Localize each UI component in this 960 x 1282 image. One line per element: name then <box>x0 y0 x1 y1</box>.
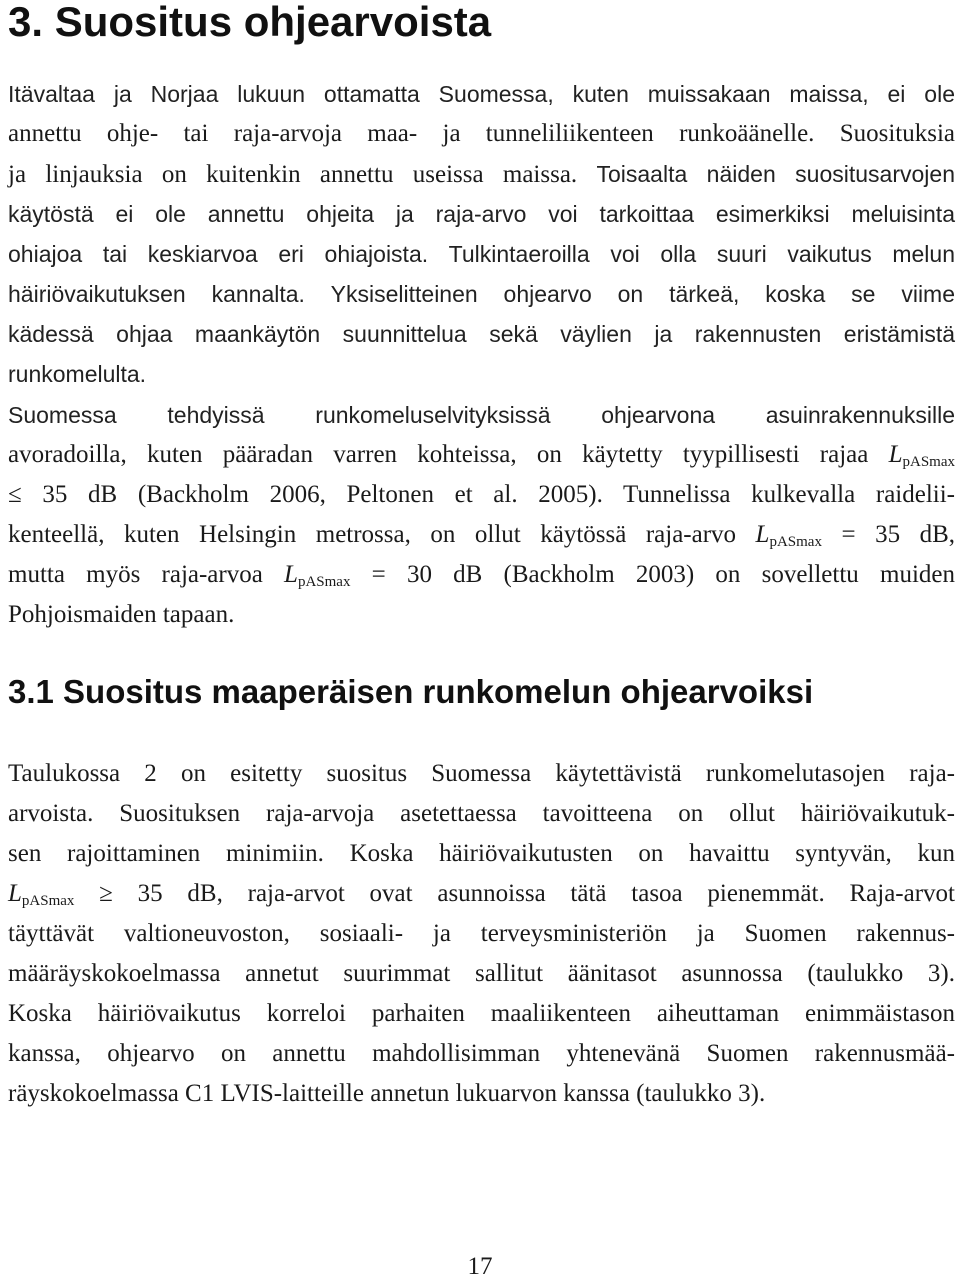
symbol-subscript: pASmax <box>21 893 75 909</box>
symbol-letter: L <box>8 880 22 907</box>
paragraph-3 <box>8 754 955 1114</box>
p3-line-8: kanssa, ohjearvo on annettu mahdollisimman yhtenevänä Suomen rakennusmää- <box>8 1040 955 1067</box>
p2-line-3 <box>8 475 955 515</box>
p1-line-6-sans: häiriövaikutuksen kannalta. <box>8 281 305 307</box>
p2-line-1: Suomessa tehdyissä runkomeluselvityksissä ohjearvona asuinrakennuksille <box>8 402 955 428</box>
p1-line-2: annettu ohje- tai raja-arvoja maa- ja tunneliliikenteen runkoäänelle. Suosituksia <box>8 120 955 147</box>
p1-line-5-sans-b: Tulkintaeroilla voi olla suuri vaikutus melun <box>448 241 955 267</box>
lpasmax-symbol <box>756 521 822 548</box>
subsection-heading: 3.1 Suositus maaperäisen runkomelun ohjearvoiksi <box>8 673 814 710</box>
p2-line-4 <box>8 515 955 555</box>
p1-line-3 <box>8 154 955 194</box>
paragraph-1 <box>8 74 955 394</box>
symbol-subscript: pASmax <box>902 454 955 470</box>
p1-line-3-sans: Toisaalta näiden suositusarvojen <box>596 161 955 187</box>
leq-symbol: ≤ <box>8 481 22 508</box>
p1-line-8: runkomelulta. <box>8 361 147 387</box>
p3-line-3: sen rajoittaminen minimiin. Koska häiriövaikutusten on havaittu syntyvän, kun <box>8 840 955 867</box>
p1-line-7: kädessä ohjaa maankäytön suunnittelua sekä väylien ja rakennusten eristämistä <box>8 321 955 347</box>
p3-line-2: arvoista. Suosituksen raja-arvoja asetettaessa tavoitteena on ollut häiriövaikutuk- <box>8 800 955 827</box>
p2-line-4-value: = 35 dB, <box>821 521 955 548</box>
p3-line-9: räyskokoelmassa C1 LVIS-laitteille annetun lukuarvon kanssa (taulukko 3). <box>8 1080 766 1107</box>
lpasmax-symbol <box>889 441 955 468</box>
p1-line-1: Itävaltaa ja Norjaa lukuun ottamatta Suomessa, kuten muissakaan maissa, ei ole <box>8 81 955 107</box>
p2-line-2-text: avoradoilla, kuten pääradan varren kohteissa, on käytetty tyypillisesti rajaa <box>8 441 869 468</box>
p1-line-6 <box>8 274 955 314</box>
p2-line-2 <box>8 435 955 475</box>
p3-line-7: Koska häiriövaikutus korreloi parhaiten maaliikenteen aiheuttaman enimmäistason <box>8 1000 955 1027</box>
p3-line-1: Taulukossa 2 on esitetty suositus Suomessa käytettävistä runkomelutasojen raja- <box>8 760 955 787</box>
p1-line-3-serif: ja linjauksia on kuitenkin annettu useissa maissa. <box>8 161 578 188</box>
symbol-letter: L <box>284 561 298 588</box>
p1-line-5-sans: ohiajoa tai keskiarvoa eri ohiajoista. <box>8 241 429 267</box>
page-number: 17 <box>467 1253 493 1280</box>
p2-line-5 <box>8 555 955 595</box>
paragraph-2 <box>8 395 955 635</box>
section-heading: 3. Suositus ohjearvoista <box>8 0 492 45</box>
p1-line-6-sans-b: Yksiselitteinen ohjearvo on tärkeä, koska se viime <box>330 281 956 307</box>
p3-line-5: täyttävät valtioneuvoston, sosiaali- ja terveysministeriön ja Suomen rakennus- <box>8 920 955 947</box>
symbol-subscript: pASmax <box>769 534 822 550</box>
symbol-letter: L <box>888 441 903 468</box>
p2-line-5-text: mutta myös raja-arvoa <box>8 561 285 588</box>
p2-line-6: Pohjoismaiden tapaan. <box>8 601 235 628</box>
p2-line-5-value: = 30 dB (Backholm 2003) on sovellettu muiden <box>350 561 955 588</box>
p1-line-5 <box>8 234 955 274</box>
p3-line-6: määräyskokoelmassa annetut suurimmat sallitut äänitasot asunnossa (taulukko 3). <box>8 960 955 987</box>
p1-line-4: käytöstä ei ole annettu ohjeita ja raja-arvo voi tarkoittaa esimerkiksi meluisinta <box>8 201 955 227</box>
symbol-letter: L <box>755 521 770 548</box>
symbol-subscript: pASmax <box>297 574 351 590</box>
lpasmax-symbol <box>8 880 74 907</box>
p3-line-4 <box>8 874 955 914</box>
p3-line-4-text: 35 dB, raja-arvot ovat asunnoissa tätä tasoa pienemmät. Raja-arvot <box>112 880 955 907</box>
p2-line-3-text: 35 dB (Backholm 2006, Peltonen et al. 2005). Tunnelissa kulkevalla raidelii- <box>21 481 955 508</box>
lpasmax-symbol <box>284 561 350 588</box>
geq-symbol: ≥ <box>99 880 113 907</box>
p2-line-4-text: kenteellä, kuten Helsingin metrossa, on ollut käytössä raja-arvo <box>8 521 756 548</box>
